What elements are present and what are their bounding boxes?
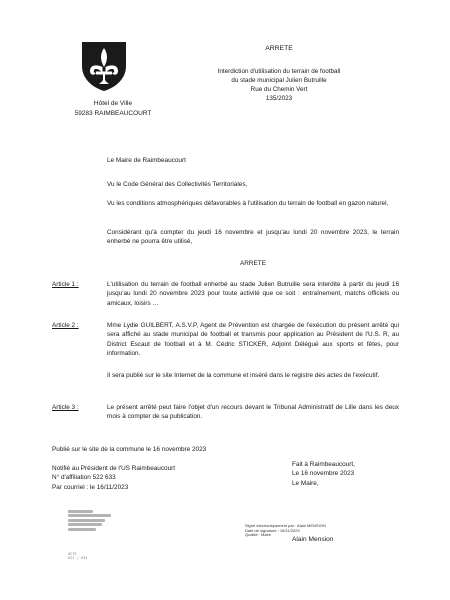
article-2-text: Mme Lydie GUILBERT, A.S.V.P, Agent de Prévention est chargée de l'exécution du présent arrêté qui sera affiché au stade municipal de football et transmis pour application au Président de l'U.S. R, au District Escaut de football et à M. Cédric STICKER, Adjoint Délégué aux sports et fêtes, pour information. <box>107 322 399 358</box>
notification-block <box>52 464 252 492</box>
article-1-label: Article 1 : <box>52 281 79 288</box>
article-3-text: Le présent arrêté peut faire l'objet d'un recours devant le Tribunal Administratif de Lille dans les deux mois à compter de sa publication. <box>107 404 399 421</box>
fait-date: Le 16 novembre 2023 <box>292 470 355 478</box>
publication-clause: Il sera publié sur le site Internet de la commune et inséré dans le registre des actes de l'exécutif. <box>107 372 380 379</box>
decree-subject-line: du stade municipal Julien Butruille <box>231 77 327 84</box>
townhall-postcode: 59283 RAIMBEAUCOURT <box>74 110 152 117</box>
signer-name: Alain Mension <box>292 536 334 543</box>
mayor-title: Le Maire, <box>292 479 319 487</box>
esign-signer: Signé électroniquement par : Alain MENSION <box>245 523 326 528</box>
arrete-heading: ARRETE <box>240 260 266 267</box>
notification-recipient: Notifié au Président de l'US Raimbeaucourt <box>52 465 176 472</box>
considerant: Considérant qu'à compter du jeudi 16 novembre et jusqu'au lundi 20 novembre 2023, le terrain enherbé ne pourra être utilisé, <box>107 229 399 246</box>
legal-basis: Vu le Code Général des Collectivités Territoriales, <box>107 181 248 188</box>
article-3-label: Article 3 : <box>52 404 79 411</box>
townhall-address <box>58 99 168 119</box>
faded-stamp <box>68 508 130 584</box>
weather-recital: Vu les conditions atmosphériques défavorables à l'utilisation du terrain de football en gazon naturel, <box>107 200 389 207</box>
mayor-line: Le Maire de Raimbeaucourt <box>107 157 186 164</box>
signature-place-date <box>292 460 402 488</box>
esign-date: Date de signature : 16/11/2023 <box>245 527 300 533</box>
decree-title: ARRETE <box>265 45 293 52</box>
esign-quality: Qualité : Maire <box>245 532 272 538</box>
article-1-text: L'utilisation du terrain de football enherbé au stade Julien Butruille sera interdite à partir du jeudi 16 jusqu'au lundi 20 novembre 2023 pour toute activité que ce soit : entraînement, matchs officiels ou amicaux, loisirs … <box>107 281 399 307</box>
decree-number: 135/2023 <box>265 95 293 102</box>
fait-a: Fait à Raimbeaucourt, <box>292 461 355 468</box>
fleur-de-lis-shield-icon <box>78 40 130 92</box>
stamp-number: 622 / 633 <box>68 556 88 560</box>
publication-date: Publié sur le site de la commune le 16 novembre 2023 <box>52 446 207 453</box>
notification-date: Par courriel : le 16/11/2023 <box>52 483 129 491</box>
decree-subject-line: Interdiction d'utilisation du terrain de football <box>217 68 341 75</box>
stamp-code: ACTE <box>68 552 77 556</box>
affiliation-number: N° d'affiliation 522 633 <box>52 474 116 482</box>
decree-header <box>168 44 390 103</box>
article-2-label: Article 2 : <box>52 322 79 329</box>
decree-subject-line: Rue du Chemin Vert <box>250 86 308 93</box>
townhall-name: Hôtel de Ville <box>93 100 133 107</box>
